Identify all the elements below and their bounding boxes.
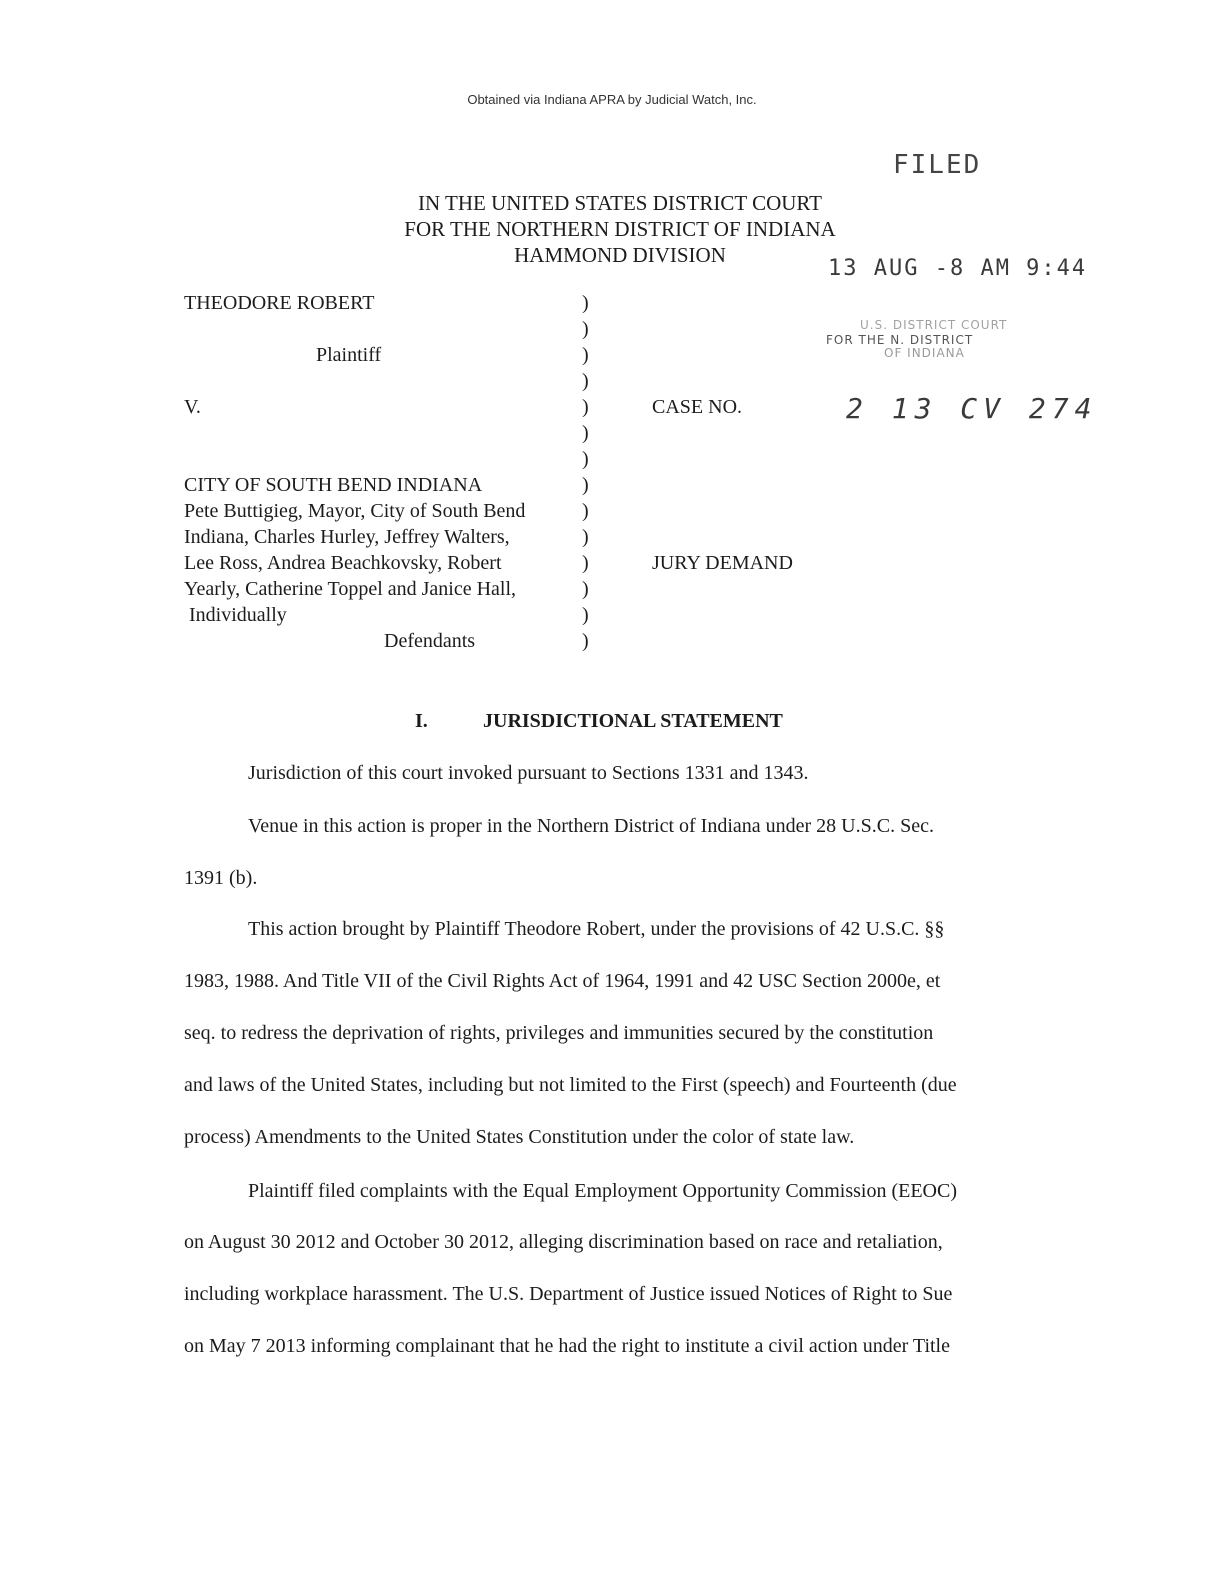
defendant-line: CITY OF SOUTH BEND INDIANA — [184, 474, 483, 496]
plaintiff-name: THEODORE ROBERT — [184, 292, 375, 314]
section-title: JURISDICTIONAL STATEMENT — [483, 710, 783, 732]
body-line: Jurisdiction of this court invoked pursuant to Sections 1331 and 1343. — [248, 762, 809, 784]
case-number-stamp: 2 13 CV 274 — [846, 392, 1098, 425]
caption-parenthesis: ) — [582, 578, 589, 600]
court-name-line-2: FOR THE NORTHERN DISTRICT OF INDIANA — [404, 217, 836, 241]
defendant-line: Individually — [184, 604, 287, 626]
caption-parenthesis: ) — [582, 526, 589, 548]
caption-parenthesis: ) — [582, 604, 589, 626]
clerk-stamp-line1: U.S. DISTRICT COURT — [860, 318, 1008, 332]
caption-parenthesis: ) — [582, 422, 589, 444]
plaintiff-role: Plaintiff — [316, 344, 382, 366]
header-note: Obtained via Indiana APRA by Judicial Watch, Inc. — [467, 92, 757, 107]
body-line: 1983, 1988. And Title VII of the Civil Rights Act of 1964, 1991 and 42 USC Section 2000e, et — [184, 970, 941, 992]
section-number: I. — [415, 710, 428, 732]
caption-parenthesis: ) — [582, 552, 589, 574]
caption-parenthesis: ) — [582, 370, 589, 392]
court-name-line-1: IN THE UNITED STATES DISTRICT COURT — [417, 191, 823, 215]
defendant-role: Defendants — [384, 630, 476, 652]
caption-parenthesis: ) — [582, 630, 589, 652]
body-line: on May 7 2013 informing complainant that he had the right to institute a civil action under Title — [184, 1335, 950, 1357]
filed-datetime-stamp: 13 AUG -8 AM 9:44 — [828, 256, 1088, 281]
caption-parenthesis: ) — [582, 448, 589, 470]
defendant-line: Yearly, Catherine Toppel and Janice Hall, — [184, 578, 517, 600]
body-line: on August 30 2012 and October 30 2012, alleging discrimination based on race and retaliation, — [184, 1231, 943, 1253]
caption-parenthesis: ) — [582, 292, 589, 314]
defendant-line: Lee Ross, Andrea Beachkovsky, Robert — [184, 552, 502, 574]
body-line: and laws of the United States, including but not limited to the First (speech) and Fourteenth (due — [184, 1074, 957, 1096]
body-line: Plaintiff filed complaints with the Equal Employment Opportunity Commission (EEOC) — [248, 1180, 958, 1202]
defendant-line: Pete Buttigieg, Mayor, City of South Bend — [184, 500, 526, 522]
case-number-label: CASE NO. — [652, 396, 743, 418]
filed-stamp: FILED — [893, 150, 982, 180]
body-line: This action brought by Plaintiff Theodore Robert, under the provisions of 42 U.S.C. §§ — [248, 918, 945, 940]
court-division: HAMMOND DIVISION — [514, 243, 726, 267]
caption-parenthesis: ) — [582, 344, 589, 366]
defendant-line: Indiana, Charles Hurley, Jeffrey Walters, — [184, 526, 510, 548]
jury-demand: JURY DEMAND — [652, 552, 793, 574]
body-line: including workplace harassment. The U.S. Department of Justice issued Notices of Right to Sue — [184, 1283, 953, 1305]
caption-parenthesis: ) — [582, 500, 589, 522]
body-line: 1391 (b). — [184, 867, 258, 889]
body-line: Venue in this action is proper in the Northern District of Indiana under 28 U.S.C. Sec. — [248, 815, 934, 837]
clerk-stamp-line2: FOR THE N. DISTRICT — [826, 333, 974, 347]
body-line: process) Amendments to the United States Constitution under the color of state law. — [184, 1126, 855, 1148]
clerk-stamp-line3: OF INDIANA — [884, 346, 965, 360]
caption-parenthesis: ) — [582, 318, 589, 340]
caption-parenthesis: ) — [582, 474, 589, 496]
versus: V. — [184, 396, 201, 418]
body-line: seq. to redress the deprivation of rights, privileges and immunities secured by the constitution — [184, 1022, 934, 1044]
caption-parenthesis: ) — [582, 396, 589, 418]
